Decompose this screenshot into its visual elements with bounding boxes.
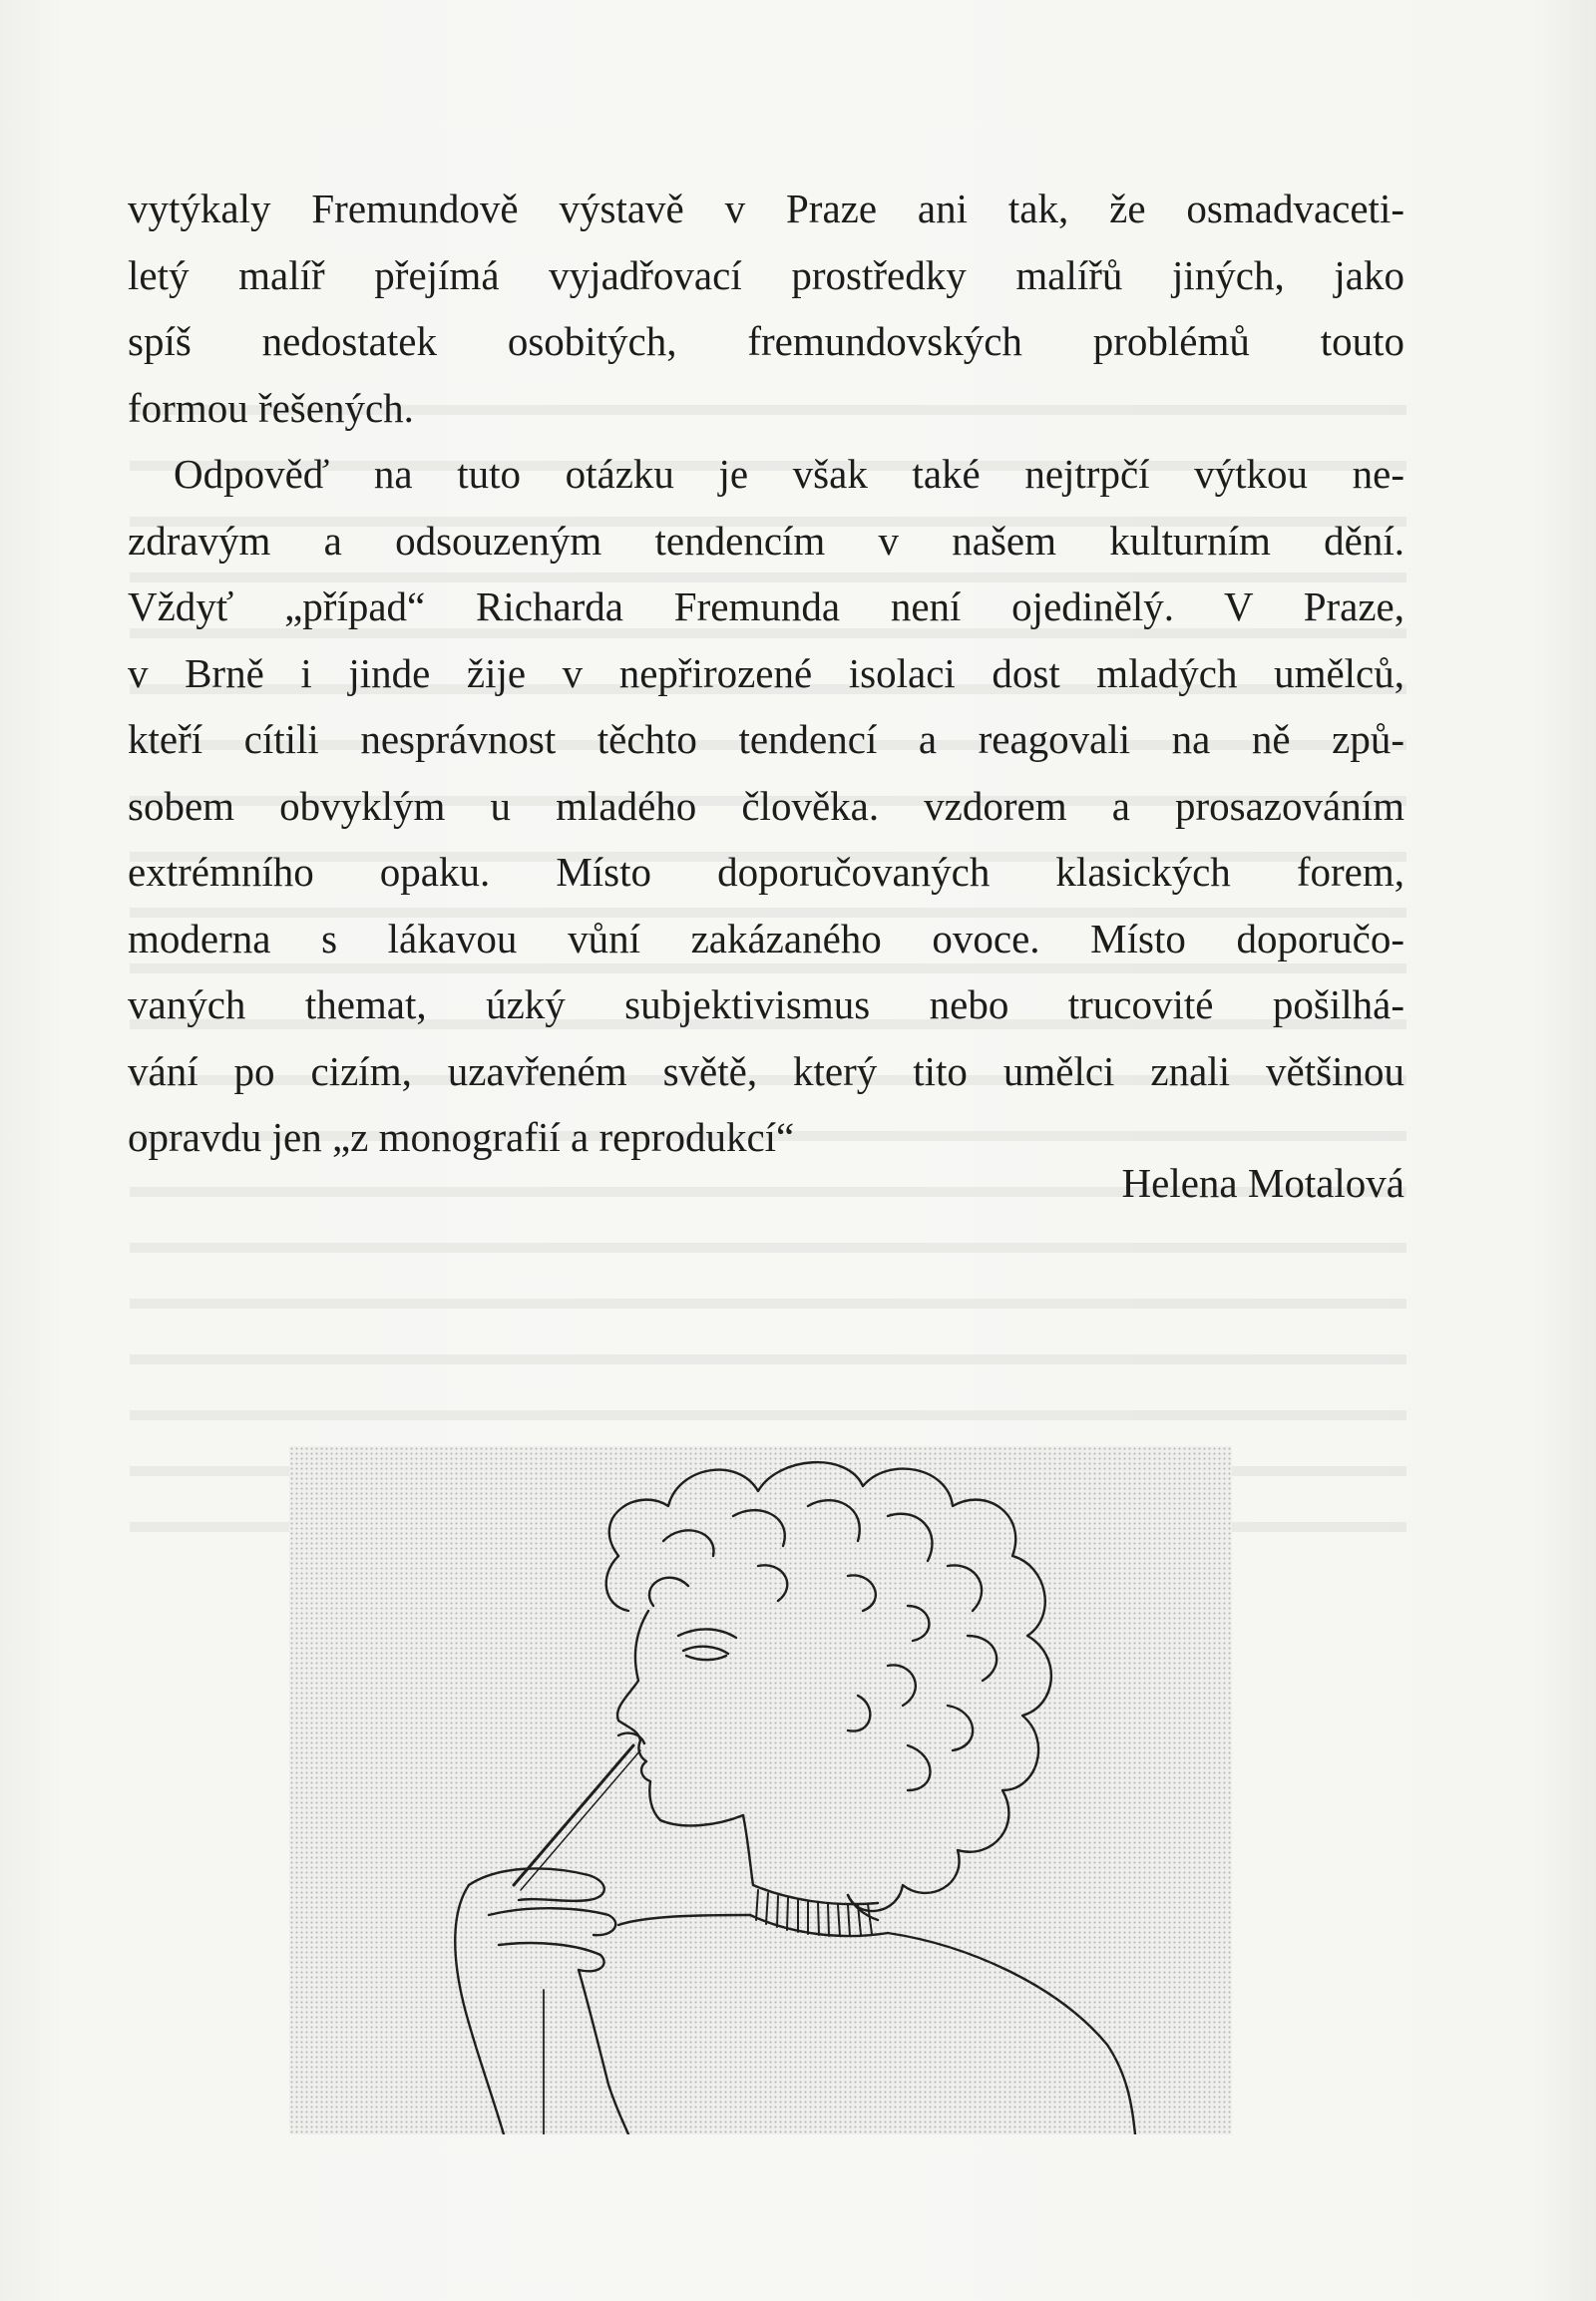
text-line: moderna s lákavou vůní zakázaného ovoce. Místo doporučo- [128, 915, 1404, 961]
text-line: opravdu jen „z monografií a reprodukcí“ [128, 1114, 795, 1160]
text-line: kteří cítili nesprávnost těchto tendencí a reagovali na ně způ- [128, 716, 1404, 762]
hand [469, 1868, 604, 1900]
text-line: zdravým a odsouzeným tendencím v našem kulturním dění. [128, 517, 1404, 564]
text-line: Odpověď na tuto otázku je však také nejtrpčí výtkou ne- [174, 451, 1404, 497]
article-text [128, 176, 1404, 1171]
text-line: formou řešených. [128, 384, 414, 431]
text-line: spíš nedostatek osobitých, fremundovských problémů touto [128, 318, 1404, 364]
hair-curls [609, 1462, 1051, 1911]
text-line: Vždyť „případ“ Richarda Fremunda není ojedinělý. V Praze, [128, 583, 1404, 629]
text-line: vání po cizím, uzavřeném světě, který tito umělci znali většinou [128, 1047, 1404, 1094]
eye [683, 1647, 728, 1654]
portrait-drawing [289, 1446, 1232, 2134]
text-line: v Brně i jinde žije v nepřirozené isolaci dost mladých umělců, [128, 649, 1404, 696]
face-profile [617, 1611, 743, 1825]
author-signature: Helena Motalová [1121, 1160, 1404, 1206]
text-line: sobem obvyklým u mladého člověka. vzdorem a prosazováním [128, 782, 1404, 829]
shoulder-left [618, 1915, 750, 1925]
text-line: vaných themat, úzký subjektivismus nebo trucovité pošilhá- [128, 981, 1404, 1027]
stick [514, 1745, 633, 1885]
text-line: extrémního opaku. Místo doporučovaných klasických forem, [128, 849, 1404, 895]
portrait-illustration [289, 1446, 1232, 2134]
shoulder-right [888, 1933, 1135, 2134]
text-line: letý malíř přejímá vyjadřovací prostředky malířů jiných, jako [128, 251, 1404, 298]
neck [743, 1815, 753, 1885]
text-line: vytýkaly Fremundově výstavě v Praze ani tak, že osmadvaceti- [128, 186, 1404, 231]
sweater-collar [753, 1885, 878, 1904]
